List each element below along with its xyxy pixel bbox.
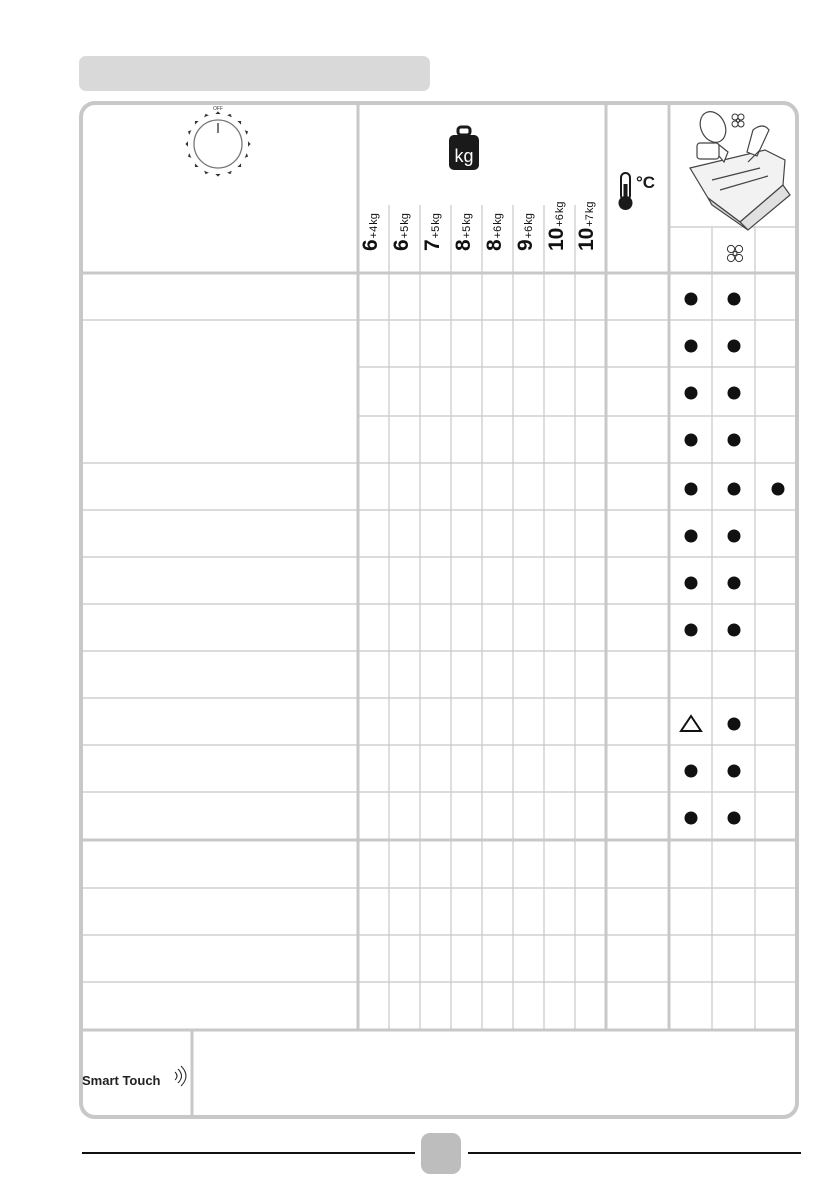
minor-grid-lines <box>83 205 797 1030</box>
load-extra-value: +6 <box>492 225 504 239</box>
thermometer-icon <box>619 173 656 210</box>
load-main-value: 6 <box>390 239 413 251</box>
load-extra-value: +4 <box>368 225 380 239</box>
smart-touch-label: Smart Touch <box>82 1073 161 1088</box>
detergent-dot-mark <box>728 624 741 637</box>
load-capacity-header <box>359 213 389 251</box>
detergent-dot-mark <box>685 340 698 353</box>
load-unit: kg <box>430 213 442 225</box>
detergent-dot-mark <box>685 624 698 637</box>
detergent-dot-mark <box>685 434 698 447</box>
detergent-dot-mark <box>728 812 741 825</box>
load-unit: kg <box>523 213 535 225</box>
load-capacity-header <box>545 201 575 251</box>
load-main-value: 6 <box>359 239 382 251</box>
smart-touch-nfc-icon <box>175 1066 186 1086</box>
dial-position-marker <box>204 114 209 117</box>
load-main-value: 8 <box>452 239 475 251</box>
load-main-value: 9 <box>514 239 537 251</box>
load-unit: kg <box>554 201 566 214</box>
load-extra-value: +7 <box>584 214 596 227</box>
dial-position-marker <box>245 153 248 158</box>
dial-position-marker <box>195 163 199 167</box>
detergent-dot-mark <box>728 434 741 447</box>
load-unit: kg <box>461 213 473 225</box>
load-main-value: 7 <box>421 239 444 251</box>
detergent-dot-mark <box>728 483 741 496</box>
detergent-dot-mark <box>728 577 741 590</box>
dial-position-marker <box>237 121 241 125</box>
footer-rule-right <box>468 1152 801 1154</box>
dial-position-marker <box>227 171 232 174</box>
dial-position-marker <box>188 153 191 158</box>
dial-position-marker <box>245 130 248 135</box>
load-capacity-header <box>452 213 482 251</box>
load-extra-value: +5 <box>430 225 442 239</box>
page-number-badge <box>421 1133 461 1174</box>
dial-position-marker <box>248 141 251 146</box>
load-extra-value: +5 <box>461 225 473 239</box>
weight-kg-icon <box>449 127 479 170</box>
detergent-dot-mark <box>728 340 741 353</box>
programme-dial-icon <box>185 106 250 177</box>
load-unit: kg <box>492 213 504 225</box>
detergent-dot-mark <box>685 765 698 778</box>
load-unit: kg <box>368 213 380 225</box>
detergent-dot-mark <box>685 483 698 496</box>
load-main-value: 10 <box>575 227 598 251</box>
dial-position-marker <box>237 163 241 167</box>
footer-rule-left <box>82 1152 415 1154</box>
detergent-dot-mark <box>728 765 741 778</box>
dial-position-marker <box>188 130 191 135</box>
detergent-dot-mark <box>685 812 698 825</box>
detergent-dot-mark <box>728 387 741 400</box>
load-capacity-header <box>390 213 420 251</box>
dial-position-marker <box>227 114 232 117</box>
load-capacity-header <box>575 201 605 251</box>
dial-position-marker <box>195 121 199 125</box>
detergent-dot-mark <box>728 293 741 306</box>
dial-position-marker <box>215 174 220 177</box>
detergent-dot-mark <box>772 483 785 496</box>
temperature-unit-label: °C <box>636 173 656 192</box>
load-capacity-header <box>483 213 513 251</box>
detergent-dot-mark <box>685 387 698 400</box>
detergent-dot-mark <box>685 577 698 590</box>
detergent-drawer-icon <box>690 107 790 230</box>
load-main-value: 8 <box>483 239 506 251</box>
load-main-value: 10 <box>545 227 568 251</box>
load-extra-value: +6 <box>554 214 566 227</box>
dial-position-marker <box>204 171 209 174</box>
dial-position-marker <box>185 141 188 146</box>
load-capacity-header <box>421 213 451 251</box>
major-dividers <box>83 105 797 1116</box>
softener-flower-icon <box>727 245 742 261</box>
detergent-dot-mark <box>728 718 741 731</box>
detergent-triangle-mark <box>681 716 701 731</box>
dial-off-label: OFF <box>213 106 223 112</box>
load-unit: kg <box>584 201 596 214</box>
load-extra-value: +6 <box>523 225 535 239</box>
load-extra-value: +5 <box>399 225 411 239</box>
load-capacity-header <box>514 213 544 251</box>
load-unit: kg <box>399 213 411 225</box>
detergent-dot-mark <box>728 530 741 543</box>
detergent-dot-mark <box>685 293 698 306</box>
flower-header-icon <box>732 114 744 127</box>
weight-kg-label: kg <box>454 146 474 166</box>
detergent-dot-mark <box>685 530 698 543</box>
